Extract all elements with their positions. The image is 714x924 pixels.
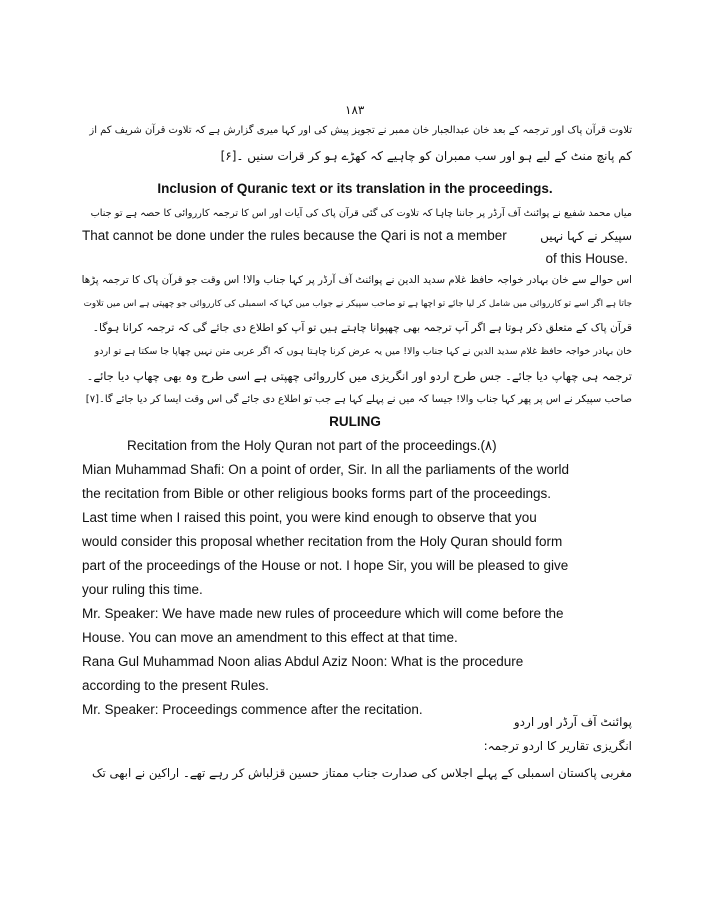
english-reply-line-1: That cannot be done under the rules because the Qari is not a member	[82, 228, 507, 243]
urdu-para2-line-1: اس حوالے سے خان بہادر خواجہ حافظ غلام سدید الدین نے پوائنٹ آف آرڈر پر کہا جناب والا! اس وقت جو قرآن پاک کا ترجمہ پڑھا	[81, 274, 632, 286]
urdu-intro-line-2: کم پانچ منٹ کے لیے ہو اور سب ممبران کو چاہیے کہ کھڑے ہو کر قرات سنیں ۔[۶]	[220, 149, 632, 163]
page-number: ۱۸۳	[345, 103, 365, 117]
mian-shafi-line-6: your ruling this time.	[82, 582, 203, 597]
ruling-heading: RULING	[329, 414, 381, 429]
mian-shafi-line-5: part of the proceedings of the House or not. I hope Sir, you will be pleased to give	[82, 558, 569, 573]
mian-shafi-line-1: Mian Muhammad Shafi: On a point of order, Sir. In all the parliaments of the world	[82, 462, 569, 477]
recitation-line: Recitation from the Holy Quran not part of the proceedings.(۸)	[127, 438, 497, 453]
urdu-intro-line-1: تلاوت قرآن پاک اور ترجمہ کے بعد خان عبدالجبار خان ممبر نے تجویز پیش کی اور کہا میری گزارش ہے کہ تلاوت قرآن شریف کم از	[89, 125, 632, 136]
mian-shafi-line-4: would consider this proposal whether recitation from the Holy Quran should form	[82, 534, 563, 549]
urdu-para3-line-1: خان بہادر خواجہ حافظ غلام سدید الدین نے کہا جناب والا! میں یہ عرض کرنا چاہتا ہوں کہ اگر عربی متن نہیں چھاپا جا سکتا ہے تو اردو	[94, 346, 632, 357]
heading-inclusion: Inclusion of Quranic text or its translation in the proceedings.	[157, 181, 553, 196]
urdu-mian-shafi-line: میاں محمد شفیع نے پوائنٹ آف آرڈر پر جاننا چاہا کہ تلاوت کی گئی قرآن پاک کی آیات اور اس کا ترجمہ کارروائی کا حصہ ہے تو جناب	[90, 208, 632, 219]
urdu-speaker-said-no: سپیکر نے کہا نہیں	[540, 229, 632, 243]
urdu-footer-line-1: پوائنٹ آف آرڈر اور اردو	[513, 715, 632, 729]
urdu-para3-line-3: صاحب سپیکر نے اس پر پھر کہا جناب والا! جیسا کہ میں نے پہلے کہا ہے جب تو اطلاع دی جائے گی اس وقت ایسا کر دیا جائے گا۔[۷]	[85, 394, 632, 405]
urdu-para3-line-2: ترجمہ ہی چھاپ دیا جائے۔ جس طرح اردو اور انگریزی میں کارروائی چھپتی ہے اسی طرح وہ بھی چھاپ دیا جائے۔	[86, 369, 632, 383]
rana-noon-line-2: according to the present Rules.	[82, 678, 269, 693]
mian-shafi-line-3: Last time when I raised this point, you were kind enough to observe that you	[82, 510, 537, 525]
urdu-footer-line-2: انگریزی تقاریر کا اردو ترجمہ:	[483, 739, 632, 753]
speaker-final-line: Mr. Speaker: Proceedings commence after the recitation.	[82, 702, 423, 717]
english-reply-line-2: of this House.	[545, 251, 628, 266]
speaker-reply-line-2: House. You can move an amendment to this effect at that time.	[82, 630, 458, 645]
urdu-para2-line-3: قرآن پاک کے متعلق ذکر ہوتا ہے اگر آپ ترجمہ بھی چھپوانا چاہتے ہیں تو آپ کو اطلاع دی جائے گی کہ ترجمہ کرانا ہوگا۔	[92, 321, 632, 334]
urdu-para2-line-2: جاتا ہے اگر اسے تو کارروائی میں شامل کر لیا جائے تو اچھا ہے تو صاحب سپیکر نے جواب میں کہا کہ اسمبلی کی کارروائی جو چھپتی ہے اس میں تلاوت	[83, 299, 632, 309]
rana-noon-line-1: Rana Gul Muhammad Noon alias Abdul Aziz Noon: What is the procedure	[82, 654, 524, 669]
mian-shafi-line-2: the recitation from Bible or other religious books forms part of the proceedings.	[82, 486, 551, 501]
urdu-footer-line-3: مغربی پاکستان اسمبلی کے پہلے اجلاس کی صدارت جناب ممتاز حسین قزلباش کر رہے تھے۔ اراکین نے ابھی تک	[91, 766, 632, 780]
speaker-reply-line-1: Mr. Speaker: We have made new rules of proceedure which will come before the	[82, 606, 564, 621]
